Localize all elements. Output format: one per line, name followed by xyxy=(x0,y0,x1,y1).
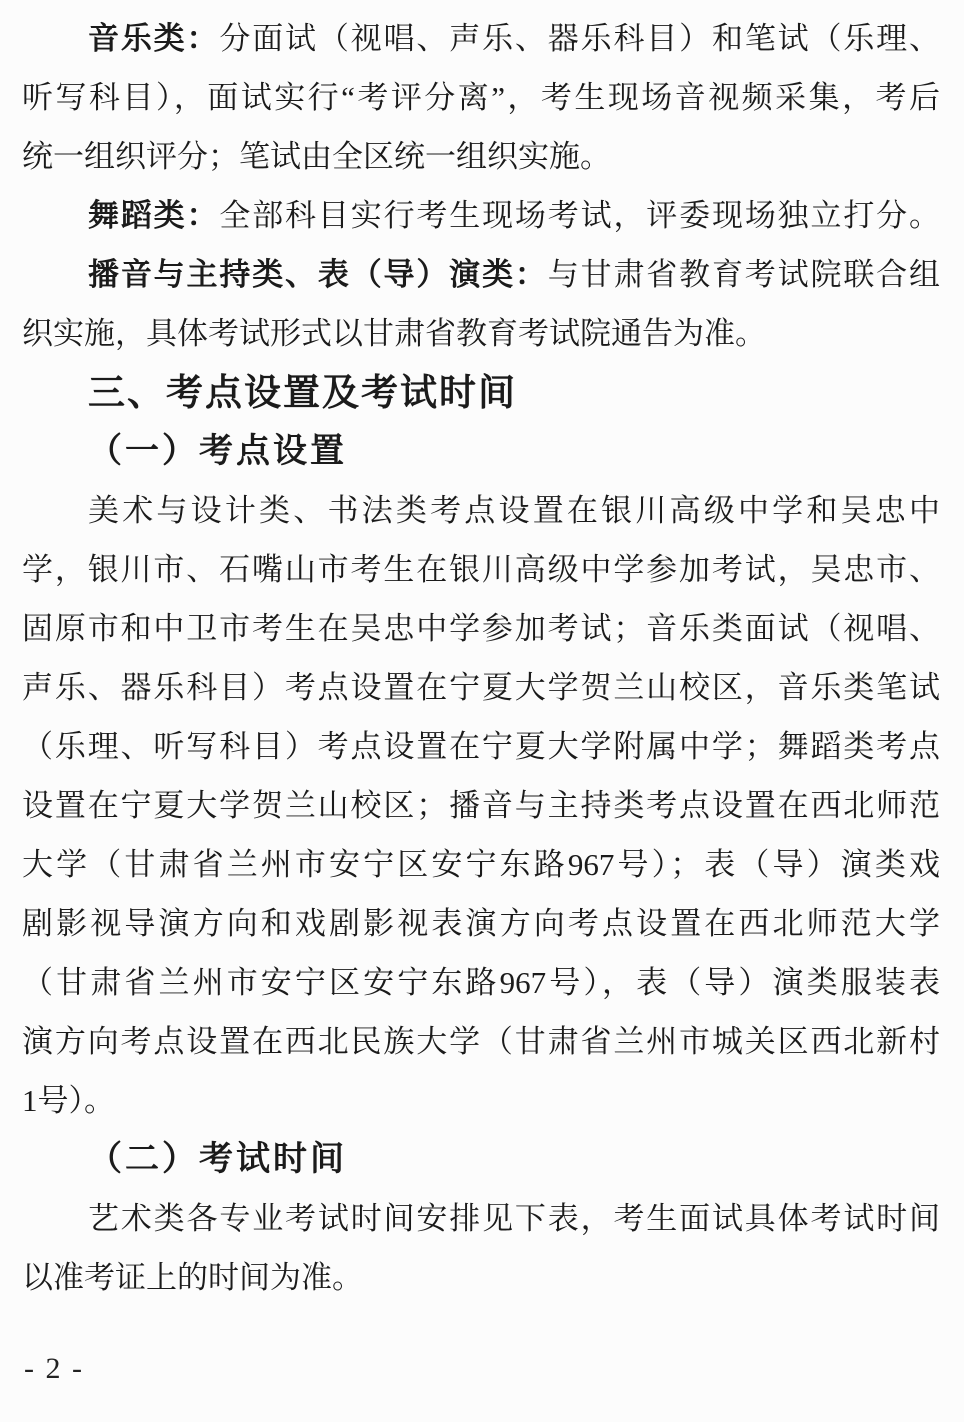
paragraph-line xyxy=(22,9,940,68)
paragraph-line xyxy=(22,540,940,599)
paragraph-text: （甘肃省兰州市安宁区安宁东路967号），表（导）演类服装表 xyxy=(22,965,940,1000)
paragraph-text: 大学（甘肃省兰州市安宁区安宁东路967号）；表（导）演类戏 xyxy=(22,847,940,882)
paragraph-line xyxy=(22,186,940,245)
paragraph-line xyxy=(22,953,940,1012)
paragraph-text: 分面试（视唱、声乐、器乐科目）和笔试（乐理、 xyxy=(219,21,941,56)
paragraph-text: 织实施，具体考试形式以甘肃省教育考试院通告为准。 xyxy=(22,316,766,351)
paragraph-text: 学，银川市、石嘴山市考生在银川高级中学参加考试，吴忠市、 xyxy=(22,552,940,587)
paragraph-line xyxy=(22,68,940,127)
paragraph-line xyxy=(22,1012,940,1071)
paragraph-text: 与甘肃省教育考试院联合组 xyxy=(547,257,941,292)
paragraph-line xyxy=(22,894,940,953)
paragraph-text: 美术与设计类、书法类考点设置在银川高级中学和吴忠中 xyxy=(88,493,940,528)
subsection-2-heading xyxy=(22,1130,940,1189)
paragraph-line xyxy=(22,599,940,658)
paragraph-text: 剧影视导演方向和戏剧影视表演方向考点设置在西北师范大学 xyxy=(22,906,940,941)
document-body xyxy=(22,9,940,1307)
paragraph-text: 全部科目实行考生现场考试，评委现场独立打分。 xyxy=(219,198,941,233)
paragraph-text: 固原市和中卫市考生在吴忠中学参加考试；音乐类面试（视唱、 xyxy=(22,611,940,646)
paragraph-text: 统一组织评分；笔试由全区统一组织实施。 xyxy=(22,139,611,174)
heading-text: （一）考点设置 xyxy=(88,433,347,470)
paragraph-text: 听写科目），面试实行“考评分离”，考生现场音视频采集，考后 xyxy=(22,80,941,115)
page-number: - 2 - xyxy=(24,1352,84,1385)
section-3-heading xyxy=(22,363,940,422)
paragraph-line xyxy=(22,717,940,776)
paragraph-line xyxy=(22,1071,940,1130)
category-label-broadcast-acting: 播音与主持类、表（导）演类： xyxy=(88,257,548,292)
paragraph-line xyxy=(22,658,940,717)
category-label-dance: 舞蹈类： xyxy=(88,198,220,233)
paragraph-line xyxy=(22,1189,940,1248)
paragraph-line xyxy=(22,776,940,835)
heading-text: 三、考点设置及考试时间 xyxy=(88,372,517,413)
paragraph-line xyxy=(22,481,940,540)
paragraph-line xyxy=(22,304,940,363)
paragraph-line xyxy=(22,245,940,304)
paragraph-text: 以准考证上的时间为准。 xyxy=(22,1260,363,1295)
paragraph-text: （乐理、听写科目）考点设置在宁夏大学附属中学；舞蹈类考点 xyxy=(22,729,940,764)
paragraph-text: 1号）。 xyxy=(22,1083,115,1118)
paragraph-text: 设置在宁夏大学贺兰山校区；播音与主持类考点设置在西北师范 xyxy=(22,788,940,823)
paragraph-text: 声乐、器乐科目）考点设置在宁夏大学贺兰山校区，音乐类笔试 xyxy=(22,670,940,705)
paragraph-line xyxy=(22,1248,940,1307)
paragraph-line xyxy=(22,127,940,186)
subsection-1-heading xyxy=(22,422,940,481)
paragraph-line xyxy=(22,835,940,894)
heading-text: （二）考试时间 xyxy=(88,1141,347,1178)
paragraph-text: 演方向考点设置在西北民族大学（甘肃省兰州市城关区西北新村 xyxy=(22,1024,940,1059)
category-label-music: 音乐类： xyxy=(88,21,220,56)
paragraph-text: 艺术类各专业考试时间安排见下表，考生面试具体考试时间 xyxy=(88,1201,940,1236)
